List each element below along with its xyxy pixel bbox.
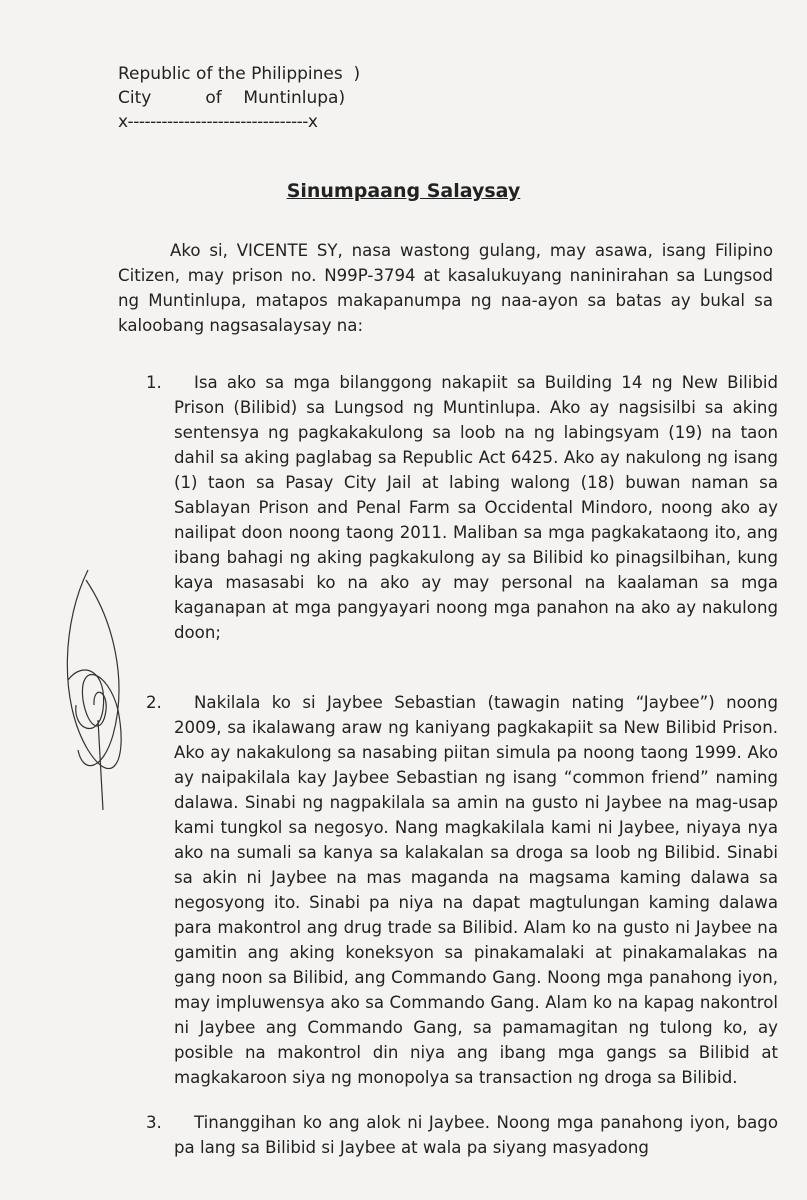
venue-line-republic: Republic of the Philippines ) (118, 64, 361, 84)
paragraph-number: 1. (146, 373, 162, 392)
numbered-paragraph (118, 1110, 778, 1160)
venue-block (118, 62, 360, 134)
numbered-paragraph (118, 370, 778, 645)
intro-paragraph: Ako si, VICENTE SY, nasa wastong gulang, may asawa, isang Filipino Citizen, may prison no. N99P-3794 at kasalukuyang naninirahan sa Lungsod ng Muntinlupa, matapos makapanumpa ng naa-ayon sa batas ay bukal sa kaloobang nagsasalaysay na: (118, 241, 773, 335)
document-title: Sinumpaang Salaysay (286, 180, 521, 202)
signature-mark (58, 560, 138, 820)
paragraph-text: Nakilala ko si Jaybee Sebastian (tawagin nating “Jaybee”) noong 2009, sa ikalawang araw ng kaniyang pagkakapiit sa New Bilibid Prison. Ako ay nakakulong sa nasabing piitan simula pa noong taong 1999. Ako ay naipakilala kay Jaybee Sebastian ng isang “common friend” naming dalawa. Sinabi ng nagpakilala sa amin na gusto ni Jaybee na mag-usap kami tungkol sa negosyo. Nang magkakilala kami ni Jaybee, niyaya nya ako na sumali sa kanya sa kalakalan sa droga sa loob ng Bilibid. Sinabi sa akin ni Jaybee na mas maganda na magsama kaming dalawa sa negosyong ito. Sinabi pa niya na dapat magtulungan kaming dalawa para makontrol ang drug trade sa Bilibid. Alam ko na gusto ni Jaybee na gamitin ang aking koneksyon sa pinakamalaki at pinakamalakas na gang noon sa Bilibid, ang Commando Gang. Noong mga panahong iyon, may impluwensya ako sa Commando Gang. Alam ko na kapag nakontrol ni Jaybee ang Commando Gang, sa pamamagitan ng tulong ko, ay posible na makontrol din niya ang ibang mga gangs sa Bilibid at magkakaroon siya ng monopolya sa transaction ng droga sa Bilibid. (174, 693, 778, 1087)
paragraph-number: 2. (146, 693, 162, 712)
numbered-paragraph (118, 690, 778, 1090)
paragraph-text: Isa ako sa mga bilanggong nakapiit sa Building 14 ng New Bilibid Prison (Bilibid) sa Lungsod ng Muntinlupa. Ako ay nagsisilbi sa aking sentensya ng pagkakakulong sa loob na ng labingsyam (19) na taon dahil sa aking paglabag sa Republic Act 6425. Ako ay nakulong ng isang (1) taon sa Pasay City Jail at labing walong (18) buwan naman sa Sablayan Prison and Penal Farm sa Occidental Mindoro, noong ako ay nailipat doon noong taong 2011. Maliban sa mga pagkakataong ito, ang ibang bahagi ng aking pagkakulong ay sa Bilibid ko pinagsilbihan, kung kaya masasabi ko na ako ay may personal na kaalaman sa mga kaganapan at mga pangyayari noong mga panahon na ako ay nakulong doon; (174, 373, 778, 642)
venue-separator: x--------------------------------x (118, 112, 318, 132)
paragraph-text: Tinanggihan ko ang alok ni Jaybee. Noong mga panahong iyon, bago pa lang sa Bilibid si Jaybee at wala pa siyang masyadong (174, 1113, 778, 1157)
venue-line-city: City of Muntinlupa) (118, 88, 346, 108)
paragraph-number: 3. (146, 1113, 162, 1132)
